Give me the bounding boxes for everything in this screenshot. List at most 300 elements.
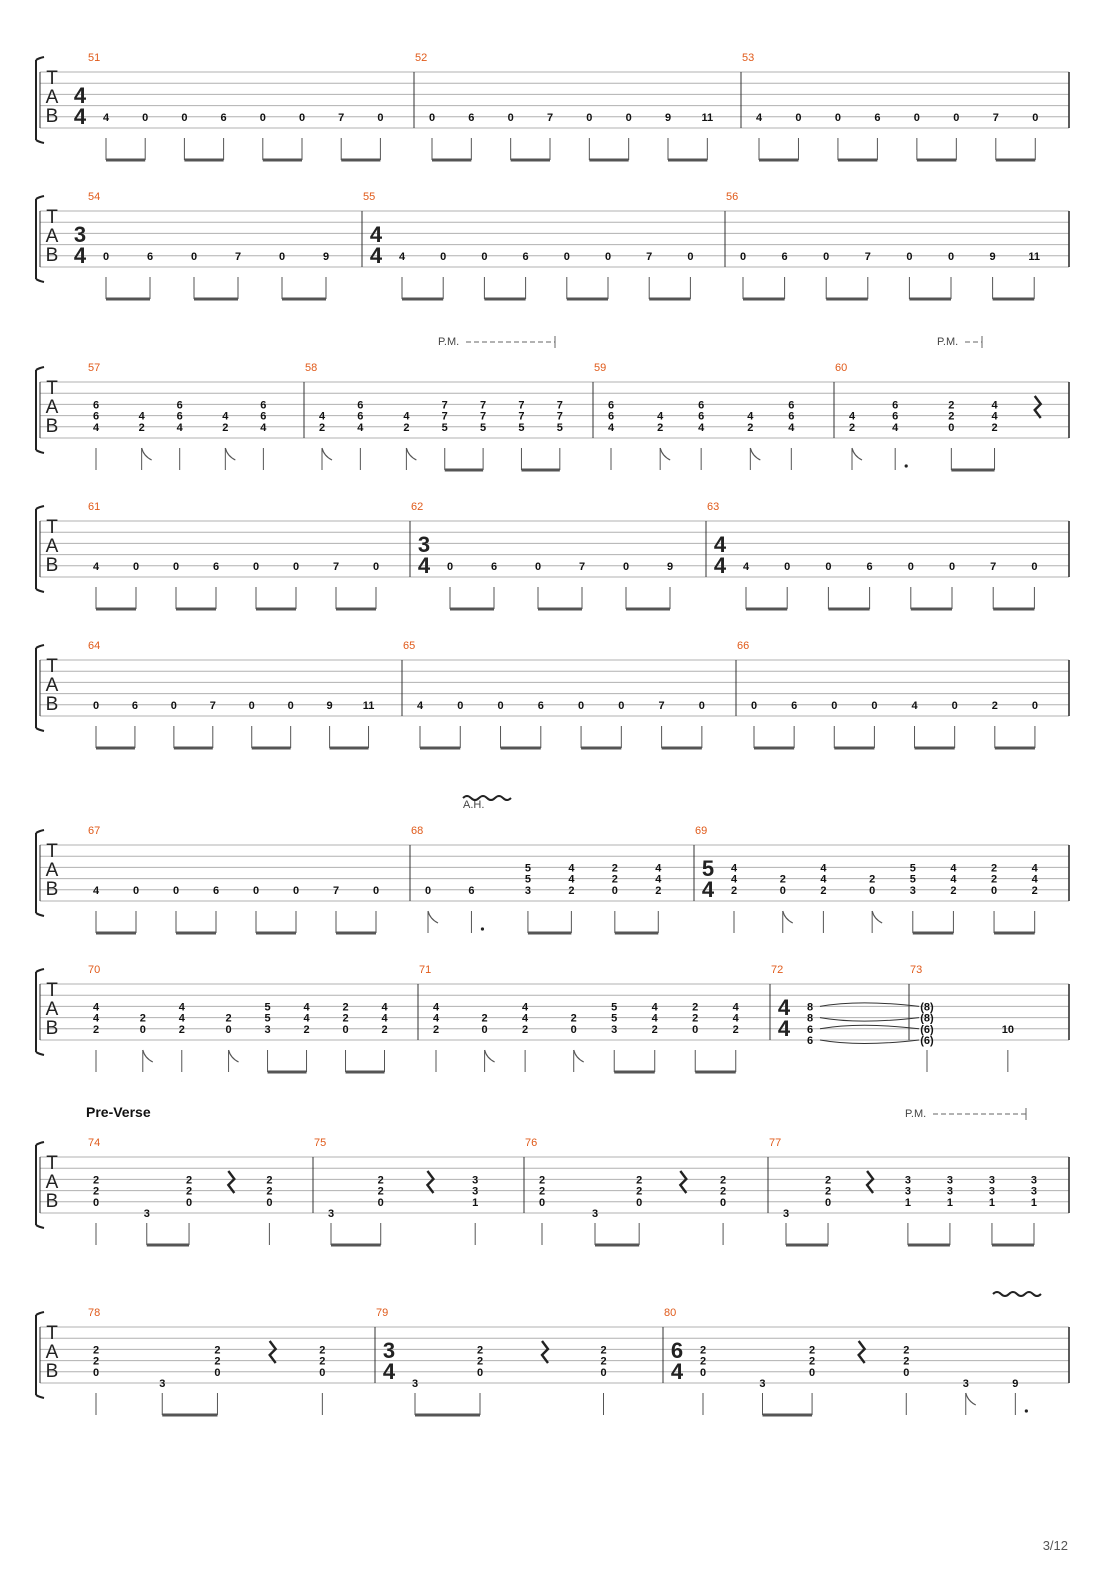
fret-number: 0 bbox=[618, 699, 625, 712]
fret-number: 2 bbox=[611, 862, 618, 875]
eighth-flag bbox=[225, 448, 235, 460]
measure-number: 76 bbox=[525, 1137, 538, 1149]
quarter-rest bbox=[542, 1341, 548, 1363]
fret-number: 0 bbox=[377, 111, 384, 124]
fret-number: 0 bbox=[739, 250, 747, 263]
fret-number: 4 bbox=[357, 421, 364, 434]
fret-number: 6 bbox=[791, 699, 798, 712]
fret-number: 0 bbox=[570, 1023, 577, 1036]
fret-number: 0 bbox=[953, 111, 960, 124]
fret-number: 0 bbox=[906, 250, 913, 263]
fret-number: 2 bbox=[699, 1355, 707, 1368]
fret-number: 0 bbox=[1031, 699, 1038, 712]
fret-number: 1 bbox=[904, 1196, 911, 1209]
fret-number: 2 bbox=[692, 1012, 699, 1025]
fret-number: 2 bbox=[990, 862, 998, 875]
fret-number: 2 bbox=[730, 884, 738, 897]
fret-number: 2 bbox=[869, 873, 876, 886]
fret-number: 0 bbox=[225, 1023, 232, 1036]
eighth-flag bbox=[229, 1050, 239, 1062]
fret-number: 0 bbox=[476, 1366, 484, 1379]
fret-number: 2 bbox=[568, 884, 575, 897]
fret-number: 4 bbox=[398, 250, 406, 263]
fret-number: 4 bbox=[655, 873, 662, 886]
artificial-harmonic-label: A.H. bbox=[463, 799, 485, 811]
fret-number: 1 bbox=[472, 1196, 479, 1209]
fret-number: 0 bbox=[428, 111, 436, 124]
eighth-flag bbox=[750, 448, 760, 460]
fret-number: 9 bbox=[326, 699, 333, 712]
fret-number: 3 bbox=[472, 1185, 479, 1198]
fret-number: (8) bbox=[920, 1012, 934, 1025]
fret-number: 0 bbox=[1031, 560, 1038, 573]
fret-number: 0 bbox=[298, 111, 306, 124]
fret-number: 4 bbox=[651, 1012, 658, 1025]
fret-number: (6) bbox=[920, 1023, 934, 1036]
fret-number: 1 bbox=[946, 1196, 953, 1209]
palm-mute-label: P.M. bbox=[905, 1108, 927, 1120]
fret-number: 0 bbox=[823, 250, 830, 263]
fret-number: 0 bbox=[132, 560, 140, 573]
fret-number: 7 bbox=[441, 410, 448, 423]
fret-number: 0 bbox=[287, 699, 294, 712]
quarter-rest bbox=[427, 1171, 433, 1193]
tab-clef-letter: B bbox=[45, 1361, 59, 1382]
fret-number: 6 bbox=[607, 410, 615, 423]
fret-number: 5 bbox=[524, 862, 531, 875]
fret-number: 2 bbox=[950, 884, 957, 897]
fret-number: 7 bbox=[546, 111, 554, 124]
fret-number: 0 bbox=[446, 560, 454, 573]
tab-clef-letter: B bbox=[45, 416, 59, 437]
tab-clef-letter: A bbox=[45, 536, 59, 557]
measure-number: 54 bbox=[88, 191, 101, 203]
tab-clef-letter: T bbox=[46, 378, 58, 399]
fret-number: 2 bbox=[600, 1355, 607, 1368]
fret-number: 4 bbox=[138, 410, 145, 423]
fret-number: 2 bbox=[657, 421, 664, 434]
fret-number: 2 bbox=[692, 1001, 699, 1014]
fret-number: 2 bbox=[600, 1344, 607, 1357]
fret-number: 0 bbox=[481, 250, 488, 263]
measure-number: 53 bbox=[742, 52, 755, 64]
fret-number: 2 bbox=[266, 1185, 273, 1198]
fret-number: 2 bbox=[991, 421, 998, 434]
fret-number: 0 bbox=[92, 1196, 100, 1209]
time-signature-top: 6 bbox=[670, 1338, 684, 1363]
fret-number: 0 bbox=[292, 884, 300, 897]
fret-number: 4 bbox=[991, 410, 998, 423]
fret-number: 2 bbox=[824, 1185, 832, 1198]
fret-number: 2 bbox=[92, 1344, 100, 1357]
fret-number: 6 bbox=[788, 399, 795, 412]
time-signature-top: 4 bbox=[777, 995, 791, 1020]
fret-number: 8 bbox=[806, 1012, 814, 1025]
fret-number: 6 bbox=[468, 884, 475, 897]
fret-number: 0 bbox=[699, 1366, 707, 1379]
fret-number: 0 bbox=[497, 699, 504, 712]
fret-number: 2 bbox=[538, 1174, 546, 1187]
fret-number: 4 bbox=[1031, 873, 1038, 886]
fret-number: 0 bbox=[948, 421, 955, 434]
fret-number: 3 bbox=[1030, 1185, 1038, 1198]
measure-number: 69 bbox=[695, 825, 708, 837]
page-number: 3/12 bbox=[1042, 1538, 1068, 1553]
fret-number: 5 bbox=[909, 873, 916, 886]
palm-mute-label: P.M. bbox=[937, 336, 959, 348]
fret-number: 7 bbox=[658, 699, 665, 712]
fret-number: 2 bbox=[720, 1174, 727, 1187]
tab-system bbox=[36, 57, 1069, 160]
fret-number: 6 bbox=[892, 399, 899, 412]
tab-system bbox=[36, 367, 1069, 470]
fret-number: 2 bbox=[732, 1023, 739, 1036]
fret-number: 0 bbox=[248, 699, 255, 712]
fret-number: 4 bbox=[416, 699, 424, 712]
time-signature-bottom: 4 bbox=[417, 553, 431, 578]
tab-clef-letter: T bbox=[46, 980, 58, 1001]
fret-number: 2 bbox=[990, 873, 998, 886]
tab-clef-letter: T bbox=[46, 1323, 58, 1344]
quarter-rest bbox=[680, 1171, 686, 1193]
sustain-tie bbox=[820, 1040, 919, 1044]
measure-number: 78 bbox=[88, 1307, 101, 1319]
fret-number: 0 bbox=[266, 1196, 273, 1209]
fret-number: 2 bbox=[266, 1174, 273, 1187]
sustain-tie bbox=[820, 1003, 919, 1007]
fret-number: 4 bbox=[303, 1001, 310, 1014]
fret-number: 6 bbox=[866, 560, 873, 573]
fret-number: 0 bbox=[600, 1366, 607, 1379]
fret-number: 3 bbox=[782, 1208, 790, 1220]
tab-clef-letter: T bbox=[46, 207, 58, 228]
fret-number: 0 bbox=[948, 560, 956, 573]
fret-number: 2 bbox=[948, 410, 955, 423]
tab-system bbox=[36, 1312, 1069, 1415]
fret-number: 2 bbox=[377, 1185, 384, 1198]
fret-number: 0 bbox=[181, 111, 188, 124]
measure-number: 67 bbox=[88, 825, 101, 837]
fret-number: 2 bbox=[318, 421, 326, 434]
fret-number: 0 bbox=[534, 560, 542, 573]
fret-number: 3 bbox=[524, 884, 531, 897]
fret-number: 6 bbox=[260, 410, 267, 423]
fret-number: 2 bbox=[92, 1023, 100, 1036]
fret-number: 4 bbox=[92, 884, 100, 897]
fret-number: 3 bbox=[1030, 1174, 1038, 1187]
fret-number: 6 bbox=[698, 399, 705, 412]
fret-number: 4 bbox=[698, 421, 705, 434]
fret-number: 0 bbox=[824, 1196, 832, 1209]
fret-number: 4 bbox=[651, 1001, 658, 1014]
fret-number: 6 bbox=[537, 699, 544, 712]
tab-clef-letter: T bbox=[46, 656, 58, 677]
fret-number: 4 bbox=[732, 1012, 739, 1025]
fret-number: 6 bbox=[490, 560, 498, 573]
fret-number: 4 bbox=[222, 410, 229, 423]
fret-number: 4 bbox=[432, 1001, 440, 1014]
fret-number: 2 bbox=[651, 1023, 658, 1036]
fret-number: 4 bbox=[522, 1012, 529, 1025]
fret-number: 6 bbox=[92, 399, 100, 412]
fret-number: (6) bbox=[920, 1035, 934, 1047]
fret-number: 0 bbox=[831, 699, 838, 712]
fret-number: 6 bbox=[146, 250, 154, 263]
fret-number: 2 bbox=[377, 1174, 384, 1187]
fret-number: 0 bbox=[92, 1366, 100, 1379]
fret-number: 0 bbox=[170, 699, 177, 712]
fret-number: 0 bbox=[252, 560, 260, 573]
fret-number: 0 bbox=[869, 884, 876, 897]
fret-number: 0 bbox=[507, 111, 514, 124]
fret-number: 6 bbox=[698, 410, 705, 423]
fret-number: 6 bbox=[131, 699, 138, 712]
eighth-flag bbox=[143, 1050, 153, 1062]
fret-number: 2 bbox=[636, 1174, 643, 1187]
fret-number: 0 bbox=[292, 560, 300, 573]
time-signature-bottom: 4 bbox=[369, 243, 383, 268]
fret-number: 3 bbox=[962, 1378, 969, 1390]
fret-number: 0 bbox=[586, 111, 593, 124]
fret-number: 2 bbox=[948, 399, 955, 412]
fret-number: 3 bbox=[909, 884, 916, 897]
section-label-pre-verse: Pre-Verse bbox=[86, 1104, 151, 1120]
tab-clef-letter: T bbox=[46, 68, 58, 89]
fret-number: 3 bbox=[988, 1185, 996, 1198]
tab-clef-letter: T bbox=[46, 517, 58, 538]
fret-number: 2 bbox=[522, 1023, 529, 1036]
tab-clef-letter: B bbox=[45, 1191, 59, 1212]
fret-number: 3 bbox=[611, 1023, 618, 1036]
measure-number: 59 bbox=[594, 362, 607, 374]
fret-number: 6 bbox=[874, 111, 881, 124]
fret-number: 0 bbox=[795, 111, 802, 124]
fret-number: 7 bbox=[992, 111, 999, 124]
fret-number: 0 bbox=[990, 884, 998, 897]
fret-number: 4 bbox=[1031, 862, 1038, 875]
fret-number: 2 bbox=[139, 1012, 146, 1025]
fret-number: 2 bbox=[92, 1174, 100, 1187]
fret-number: 2 bbox=[481, 1012, 488, 1025]
fret-number: 6 bbox=[522, 250, 529, 263]
fret-number: 2 bbox=[809, 1344, 816, 1357]
measure-number: 71 bbox=[419, 964, 432, 976]
fret-number: 6 bbox=[357, 399, 364, 412]
fret-number: 3 bbox=[988, 1174, 996, 1187]
fret-number: 3 bbox=[904, 1174, 911, 1187]
fret-number: 0 bbox=[625, 111, 632, 124]
fret-number: 0 bbox=[214, 1366, 221, 1379]
fret-number: 2 bbox=[538, 1185, 546, 1198]
fret-number: 0 bbox=[424, 884, 432, 897]
fret-number: 4 bbox=[381, 1012, 388, 1025]
tab-system bbox=[36, 506, 1069, 609]
fret-number: 9 bbox=[989, 250, 996, 263]
fret-number: 7 bbox=[234, 250, 242, 263]
fret-number: 4 bbox=[732, 1001, 739, 1014]
measure-number: 75 bbox=[314, 1137, 327, 1149]
fret-number: 1 bbox=[988, 1196, 996, 1209]
fret-number: 4 bbox=[178, 1012, 185, 1025]
measure-number: 80 bbox=[664, 1307, 677, 1319]
fret-number: 6 bbox=[212, 884, 220, 897]
fret-number: 0 bbox=[372, 560, 380, 573]
fret-number: 0 bbox=[172, 560, 180, 573]
fret-number: 6 bbox=[607, 399, 615, 412]
fret-number: 6 bbox=[260, 399, 267, 412]
eighth-flag bbox=[406, 448, 416, 460]
tab-clef-letter: B bbox=[45, 879, 59, 900]
fret-number: 5 bbox=[518, 421, 525, 434]
fret-number: 5 bbox=[611, 1001, 618, 1014]
fret-number: 0 bbox=[578, 699, 585, 712]
fret-number: 3 bbox=[946, 1185, 953, 1198]
time-signature-bottom: 4 bbox=[73, 104, 87, 129]
fret-number: 2 bbox=[655, 884, 662, 897]
fret-number: 9 bbox=[1012, 1378, 1019, 1390]
tab-clef-letter: A bbox=[45, 397, 59, 418]
fret-number: 11 bbox=[362, 699, 375, 712]
fret-number: 4 bbox=[318, 410, 326, 423]
fret-number: 0 bbox=[377, 1196, 384, 1209]
quarter-rest bbox=[859, 1341, 865, 1363]
fret-number: 8 bbox=[806, 1001, 814, 1014]
fret-number: 0 bbox=[809, 1366, 816, 1379]
fret-number: 2 bbox=[611, 873, 618, 886]
fret-number: 0 bbox=[139, 1023, 146, 1036]
fret-number: 0 bbox=[604, 250, 612, 263]
fret-number: 0 bbox=[440, 250, 447, 263]
measure-number: 51 bbox=[88, 52, 101, 64]
fret-number: 6 bbox=[212, 560, 220, 573]
measure-number: 63 bbox=[707, 501, 720, 513]
fret-number: 2 bbox=[342, 1001, 349, 1014]
fret-number: 1 bbox=[1030, 1196, 1038, 1209]
fret-number: 7 bbox=[332, 884, 340, 897]
fret-number: 2 bbox=[809, 1355, 816, 1368]
fret-number: 4 bbox=[747, 410, 754, 423]
fret-number: 4 bbox=[303, 1012, 310, 1025]
fret-number: 0 bbox=[622, 560, 630, 573]
fret-number: 7 bbox=[990, 560, 997, 573]
fret-number: 3 bbox=[472, 1174, 479, 1187]
fret-number: 2 bbox=[824, 1174, 832, 1187]
eighth-flag bbox=[872, 911, 882, 923]
fret-number: 2 bbox=[92, 1185, 100, 1198]
fret-number: 2 bbox=[636, 1185, 643, 1198]
fret-number: 6 bbox=[220, 111, 227, 124]
fret-number: 0 bbox=[951, 699, 958, 712]
fret-number: 6 bbox=[806, 1023, 814, 1036]
fret-number: 0 bbox=[372, 884, 380, 897]
measure-number: 58 bbox=[305, 362, 318, 374]
fret-number: 3 bbox=[159, 1378, 166, 1390]
fret-number: 0 bbox=[720, 1196, 727, 1209]
fret-number: 0 bbox=[698, 699, 705, 712]
fret-number: 2 bbox=[138, 421, 145, 434]
fret-number: 4 bbox=[657, 410, 664, 423]
fret-number: 0 bbox=[319, 1366, 326, 1379]
fret-number: 4 bbox=[178, 1001, 185, 1014]
tab-system bbox=[36, 645, 1069, 748]
fret-number: 0 bbox=[913, 111, 920, 124]
fret-number: 4 bbox=[950, 873, 957, 886]
fret-number: 4 bbox=[92, 421, 100, 434]
eighth-flag bbox=[485, 1050, 495, 1062]
eighth-flag bbox=[322, 448, 332, 460]
fret-number: 2 bbox=[848, 421, 856, 434]
fret-number: 4 bbox=[102, 111, 110, 124]
fret-number: 4 bbox=[260, 421, 267, 434]
fret-number: 5 bbox=[441, 421, 448, 434]
fret-number: 5 bbox=[264, 1001, 271, 1014]
time-signature-top: 5 bbox=[701, 856, 715, 881]
fret-number: 2 bbox=[178, 1023, 185, 1036]
fret-number: 7 bbox=[578, 560, 586, 573]
fret-number: 3 bbox=[327, 1208, 335, 1220]
time-signature-bottom: 4 bbox=[777, 1016, 791, 1041]
fret-number: 2 bbox=[319, 1355, 326, 1368]
fret-number: 7 bbox=[209, 699, 216, 712]
tab-clef-letter: B bbox=[45, 555, 59, 576]
fret-number: 2 bbox=[1031, 884, 1038, 897]
fret-number: 3 bbox=[759, 1378, 766, 1390]
sustain-tie bbox=[820, 1018, 919, 1022]
vibrato-mark bbox=[993, 1292, 1041, 1296]
fret-number: 2 bbox=[92, 1355, 100, 1368]
fret-number: 4 bbox=[892, 421, 899, 434]
fret-number: 4 bbox=[522, 1001, 529, 1014]
fret-number: 0 bbox=[132, 884, 140, 897]
fret-number: 11 bbox=[1028, 250, 1041, 263]
fret-number: 6 bbox=[357, 410, 364, 423]
fret-number: 3 bbox=[591, 1208, 599, 1220]
measure-number: 66 bbox=[737, 640, 750, 652]
tab-clef-letter: A bbox=[45, 999, 59, 1020]
fret-number: 4 bbox=[92, 1001, 100, 1014]
fret-number: 0 bbox=[259, 111, 266, 124]
eighth-flag bbox=[783, 911, 793, 923]
fret-number: 3 bbox=[904, 1185, 911, 1198]
quarter-rest bbox=[1035, 396, 1041, 418]
fret-number: 4 bbox=[92, 560, 100, 573]
fret-number: 2 bbox=[570, 1012, 577, 1025]
fret-number: 0 bbox=[190, 250, 198, 263]
fret-number: 7 bbox=[556, 410, 563, 423]
fret-number: 5 bbox=[524, 873, 531, 886]
tab-clef-letter: T bbox=[46, 841, 58, 862]
measure-number: 70 bbox=[88, 964, 101, 976]
fret-number: 7 bbox=[518, 410, 525, 423]
measure-number: 72 bbox=[771, 964, 784, 976]
fret-number: 0 bbox=[1032, 111, 1039, 124]
eighth-flag bbox=[574, 1050, 584, 1062]
fret-number: 2 bbox=[476, 1344, 484, 1357]
fret-number: 5 bbox=[556, 421, 563, 434]
eighth-flag bbox=[660, 448, 670, 460]
fret-number: 0 bbox=[784, 560, 791, 573]
fret-number: 10 bbox=[1001, 1023, 1014, 1036]
fret-number: 4 bbox=[176, 421, 183, 434]
fret-number: 2 bbox=[185, 1185, 193, 1198]
fret-number: 9 bbox=[664, 111, 672, 124]
measure-number: 57 bbox=[88, 362, 101, 374]
dotted-note bbox=[1025, 1409, 1028, 1412]
eighth-flag bbox=[428, 911, 438, 923]
fret-number: 2 bbox=[903, 1344, 910, 1357]
fret-number: 2 bbox=[720, 1185, 727, 1198]
fret-number: 6 bbox=[468, 111, 475, 124]
